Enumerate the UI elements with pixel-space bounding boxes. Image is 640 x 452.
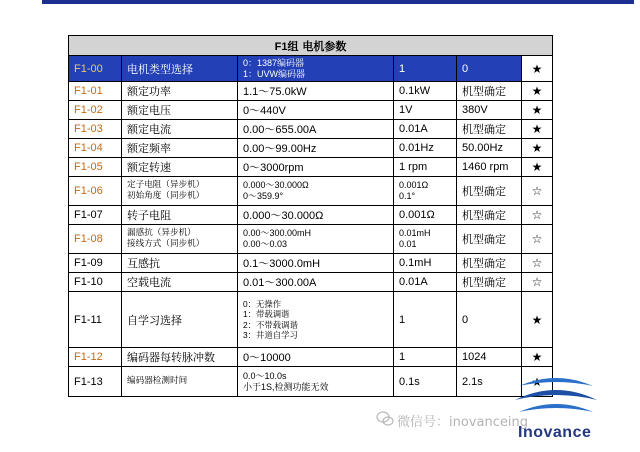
attribute-star: ★ [522,101,553,120]
param-range: 0.000～30.000Ω [238,206,394,225]
title-code: F1 [274,40,288,53]
parameter-table [68,35,553,397]
table-row [69,206,553,225]
param-code: F1-05 [69,158,122,177]
param-unit: 0.01A [394,273,457,292]
param-code: F1-10 [69,273,122,292]
param-range: 0～3000rpm [238,158,394,177]
param-name: 定子电阻（异步机） 初始角度（同步机） [122,177,238,206]
attribute-star: ★ [522,120,553,139]
param-range: 0：1387编码器 1：UVW编码器 [238,56,394,82]
table-row [69,225,553,254]
param-code: F1-12 [69,348,122,367]
attribute-star: ★ [522,82,553,101]
param-range: 0.0～10.0s 小于1S,检测功能无效 [238,367,394,397]
param-name: 自学习选择 [122,292,238,348]
param-unit: 0.1kW [394,82,457,101]
param-default: 机型确定 [457,177,522,206]
logo-wordmark: Inovance [518,424,592,441]
attribute-star: ★ [522,56,553,82]
table-title-row [69,36,553,56]
attribute-star: ☆ [522,273,553,292]
param-name: 额定频率 [122,139,238,158]
param-code: F1-13 [69,367,122,397]
param-range: 0.00～300.00mH 0.00～0.03 [238,225,394,254]
param-range: 0.000～30.000Ω 0～359.9° [238,177,394,206]
table-row [69,254,553,273]
param-default: 380V [457,101,522,120]
param-name: 额定转速 [122,158,238,177]
param-default: 机型确定 [457,254,522,273]
param-name: 额定电流 [122,120,238,139]
param-unit: 1 [394,348,457,367]
param-default: 机型确定 [457,206,522,225]
param-unit: 0.001Ω 0.1° [394,177,457,206]
param-name: 漏感抗（异步机） 接线方式（同步机） [122,225,238,254]
param-default: 50.00Hz [457,139,522,158]
param-default: 1024 [457,348,522,367]
table-row [69,348,553,367]
attribute-star: ★ [522,292,553,348]
param-range: 0.01～300.00A [238,273,394,292]
param-code: F1-08 [69,225,122,254]
attribute-star: ☆ [522,177,553,206]
param-default: 1460 rpm [457,158,522,177]
param-default: 机型确定 [457,225,522,254]
param-code: F1-09 [69,254,122,273]
table-row [69,292,553,348]
table-row [69,82,553,101]
param-unit: 1 [394,292,457,348]
param-default: 机型确定 [457,82,522,101]
table-row [69,158,553,177]
param-default: 0 [457,56,522,82]
param-unit: 1 rpm [394,158,457,177]
table-row [69,177,553,206]
param-default: 2.1s [457,367,522,397]
param-code: F1-02 [69,101,122,120]
table-row [69,56,553,82]
table-row [69,101,553,120]
param-code: F1-01 [69,82,122,101]
watermark-text: 微信号：inovanceing [397,415,528,430]
param-unit: 1 [394,56,457,82]
table-row [69,139,553,158]
attribute-star: ☆ [522,254,553,273]
param-default: 机型确定 [457,120,522,139]
table-row [69,273,553,292]
param-range: 0.00～99.00Hz [238,139,394,158]
table-row [69,367,553,397]
param-unit: 0.1mH [394,254,457,273]
param-range: 0.1～3000.0mH [238,254,394,273]
param-default: 0 [457,292,522,348]
param-name: 额定功率 [122,82,238,101]
top-accent-stripe [42,0,634,4]
param-code: F1-07 [69,206,122,225]
param-range: 0：无操作 1：带载调谐 2：不带载调谐 3：井道自学习 [238,292,394,348]
param-name: 电机类型选择 [122,56,238,82]
attribute-star: ☆ [522,225,553,254]
param-default: 机型确定 [457,273,522,292]
param-code: F1-03 [69,120,122,139]
param-unit: 0.1s [394,367,457,397]
param-range: 0.00～655.00A [238,120,394,139]
param-range: 0～440V [238,101,394,120]
param-name: 额定电压 [122,101,238,120]
title-text: 组 电机参数 [287,39,347,53]
table-row [69,120,553,139]
param-name: 编码器检测时间 [122,367,238,397]
param-unit: 0.01A [394,120,457,139]
param-name: 空载电流 [122,273,238,292]
param-unit: 0.001Ω [394,206,457,225]
param-unit: 0.01mH 0.01 [394,225,457,254]
attribute-star: ★ [522,158,553,177]
param-name: 编码器每转脉冲数 [122,348,238,367]
table-title [69,36,553,56]
param-name: 互感抗 [122,254,238,273]
param-range: 1.1～75.0kW [238,82,394,101]
attribute-star: ★ [522,348,553,367]
param-code: F1-00 [69,56,122,82]
attribute-star: ★ [522,139,553,158]
attribute-star: ☆ [522,206,553,225]
param-code: F1-06 [69,177,122,206]
param-code: F1-04 [69,139,122,158]
param-unit: 1V [394,101,457,120]
param-unit: 0.01Hz [394,139,457,158]
param-range: 0～10000 [238,348,394,367]
param-code: F1-11 [69,292,122,348]
wechat-icon [376,411,394,427]
param-name: 转子电阻 [122,206,238,225]
